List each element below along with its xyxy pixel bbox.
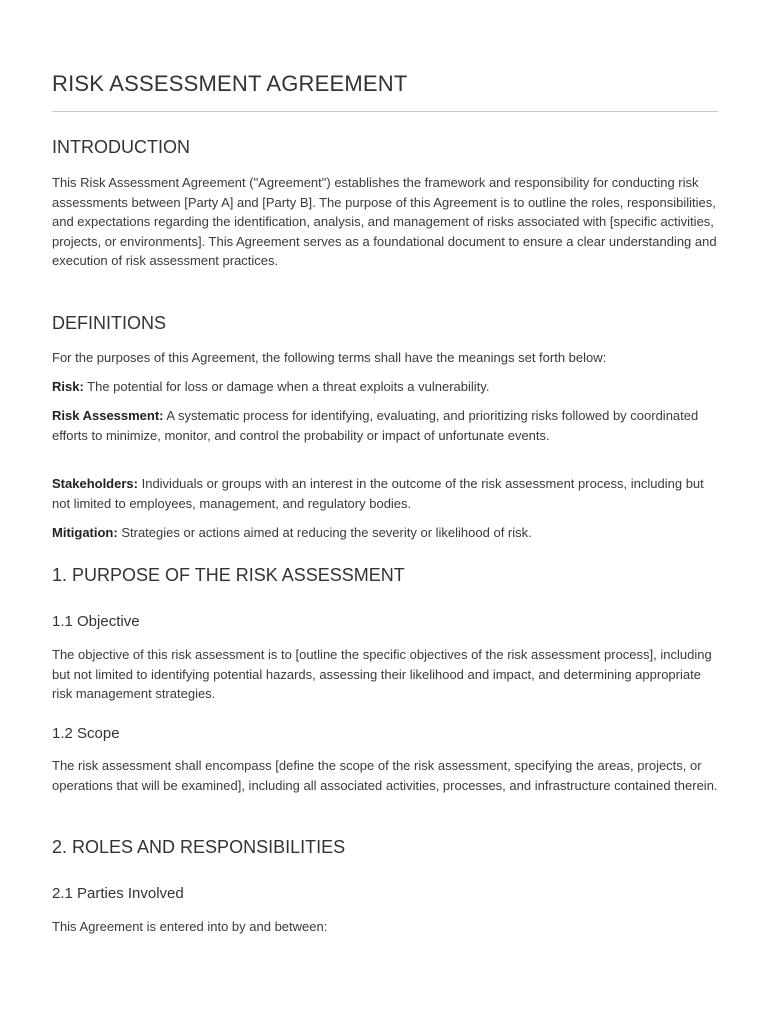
section-1-2-heading: 1.2 Scope xyxy=(52,725,120,742)
definitions-heading: DEFINITIONS xyxy=(52,313,167,333)
introduction-paragraph: This Risk Assessment Agreement ("Agreement") establishes the framework and responsibility for conducting risk assessments between [Party A] and [Party B]. The purpose of this Agreement is to outline the roles, responsibilities, and expectations regarding the identification, analysis, and management of risks associated with [specific activities, projects, or environments]. This Agreement serves as a foundational document to ensure a clear understanding and execution of risk assessment practices. xyxy=(52,175,717,269)
scope-paragraph: The risk assessment shall encompass [define the scope of the risk assessment, specifying the areas, projects, or operations that will be examined], including all associated activities, processes, and infrastructure contained therein. xyxy=(52,758,718,793)
definitions-intro: For the purposes of this Agreement, the following terms shall have the meanings set forth below: xyxy=(52,350,607,365)
section-2-heading: 2. ROLES AND RESPONSIBILITIES xyxy=(52,837,346,857)
definition-stakeholders xyxy=(52,474,718,513)
definition-term: Risk Assessment: xyxy=(52,408,164,423)
objective-paragraph: The objective of this risk assessment is to [outline the specific objectives of the risk assessment process], including but not limited to identifying potential hazards, assessing their likelihood and impact, and determining appropriate risk management strategies. xyxy=(52,647,712,702)
section-2-1-heading: 2.1 Parties Involved xyxy=(52,885,184,902)
document-title: RISK ASSESSMENT AGREEMENT xyxy=(52,71,408,96)
definition-term: Risk: xyxy=(52,379,84,394)
section-1-1-heading: 1.1 Objective xyxy=(52,613,140,630)
section-1-heading: 1. PURPOSE OF THE RISK ASSESSMENT xyxy=(52,565,405,585)
definition-text: The potential for loss or damage when a threat exploits a vulnerability. xyxy=(83,379,490,394)
definition-term: Mitigation: xyxy=(52,525,118,540)
definition-text: A systematic process for identifying, evaluating, and prioritizing risks followed by coordinated efforts to minimize, monitor, and control the probability or impact of unfortunate events. xyxy=(52,408,699,443)
definition-text: Strategies or actions aimed at reducing the severity or likelihood of risk. xyxy=(117,525,532,540)
definition-risk xyxy=(52,377,718,397)
definition-mitigation xyxy=(52,523,718,543)
definition-text: Individuals or groups with an interest in the outcome of the risk assessment process, including but not limited to employees, management, and regulatory bodies. xyxy=(52,476,704,511)
definition-term: Stakeholders: xyxy=(52,476,138,491)
parties-paragraph: This Agreement is entered into by and between: xyxy=(52,919,328,934)
introduction-heading: INTRODUCTION xyxy=(52,137,190,157)
title-divider xyxy=(52,111,718,112)
definition-risk-assessment xyxy=(52,406,718,445)
